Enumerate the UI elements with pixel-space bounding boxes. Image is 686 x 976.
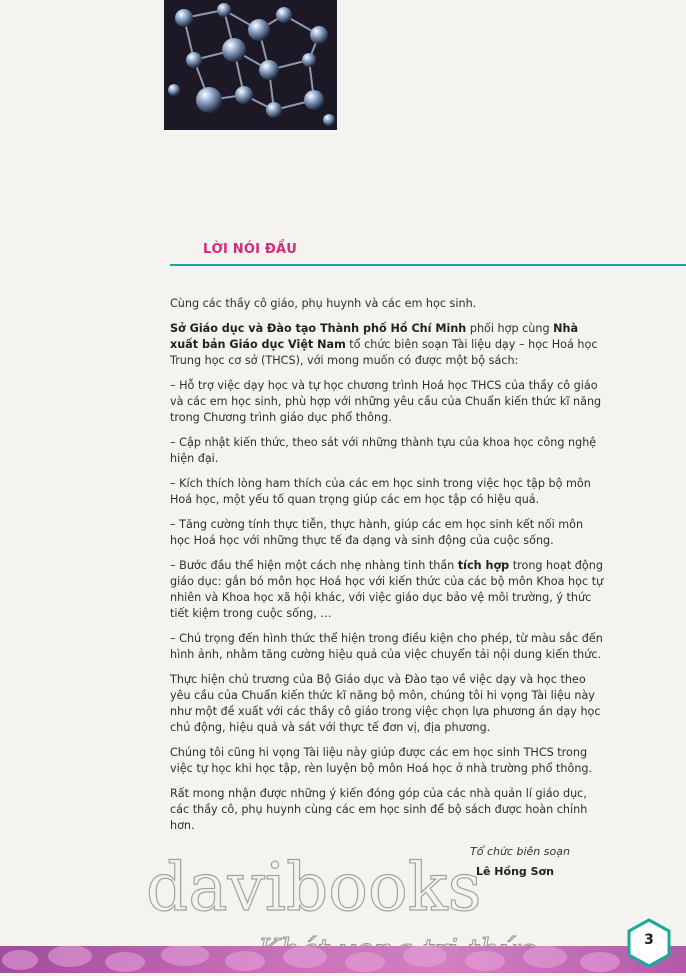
paragraph: Thực hiện chủ trương của Bộ Giáo dục và Đào tạo về việc dạy và học theo yêu cầu của Chuẩn kiến thức kĩ năng bộ môn, chúng tôi hi vọng Tài liệu này như một đề xuất với các thầy cô giáo trong việc chọn lựa phương án dạy học chủ động, hiệu quả và sát với thực tế đơn vị, địa phương. [170, 673, 601, 734]
watermark-brand: davibooks [146, 849, 482, 926]
paragraph: – Kích thích lòng ham thích của các em học sinh trong việc học tập bộ môn Hoá học, một yếu tố quan trọng giúp các em học tập có hiệu quả. [170, 477, 591, 506]
page-number-badge [626, 918, 672, 968]
signature-role: Tổ chức biên soạn [470, 845, 570, 858]
bold-text: Nhà xuất bản Giáo dục Việt Nam [170, 322, 579, 351]
section-header [170, 240, 686, 266]
bottom-decor-band [0, 946, 686, 973]
signature-name: Lê Hồng Sơn [476, 865, 554, 878]
paragraph: – Cập nhật kiến thức, theo sát với những thành tựu của khoa học công nghệ hiện đại. [170, 436, 597, 465]
preface-body [170, 296, 605, 843]
paragraph: Cùng các thầy cô giáo, phụ huynh và các em học sinh. [170, 297, 477, 310]
section-title: LỜI NÓI ĐẦU [203, 242, 298, 257]
paragraph: – Chú trọng đến hình thức thể hiện trong điều kiện cho phép, từ màu sắc đến hình ảnh, nhằm tăng cường hiệu quả của việc chuyển tải nội dung kiến thức. [170, 632, 603, 661]
paragraph: Rất mong nhận được những ý kiến đóng góp của các nhà quản lí giáo dục, các thầy cô, phụ huynh cùng các em học sinh để bộ sách được hoàn chỉnh hơn. [170, 787, 588, 832]
molecule-lattice-image [164, 0, 337, 130]
bold-text: Sở Giáo dục và Đào tạo Thành phố Hồ Chí Minh [170, 322, 467, 335]
paragraph: – Bước đầu thể hiện một cách nhẹ nhàng tinh thần tích hợp trong hoạt động giáo dục: gắn bó môn học Hoá học với kiến thức của các bộ môn Khoa học tự nhiên và Khoa học xã hội khác, với việc giáo dục bảo vệ môi trường, ý thức tiết kiệm trong cuộc sống, … [170, 559, 604, 620]
section-divider [170, 264, 686, 266]
page-number: 3 [644, 932, 654, 948]
paragraph: – Hỗ trợ việc dạy học và tự học chương trình Hoá học THCS của thầy cô giáo và các em học sinh, phù hợp với những yêu cầu của Chuẩn kiến thức kĩ năng trong Chương trình giáo dục phổ thông. [170, 379, 602, 424]
bold-text: tích hợp [457, 559, 510, 572]
paragraph: Sở Giáo dục và Đào tạo Thành phố Hồ Chí Minh phối hợp cùng Nhà xuất bản Giáo dục Việt Nam tổ chức biên soạn Tài liệu dạy – học Hoá học Trung học cơ sở (THCS), với mong muốn có được một bộ sách: [170, 322, 598, 367]
paragraph: – Tăng cường tính thực tiễn, thực hành, giúp các em học sinh kết nối môn học Hoá học với những thực tế đa dạng và sinh động của cuộc sống. [170, 518, 584, 547]
paragraph: Chúng tôi cũng hi vọng Tài liệu này giúp được các em học sinh THCS trong việc tự học khi học tập, rèn luyện bộ môn Hoá học ở nhà trường phổ thông. [170, 746, 593, 775]
